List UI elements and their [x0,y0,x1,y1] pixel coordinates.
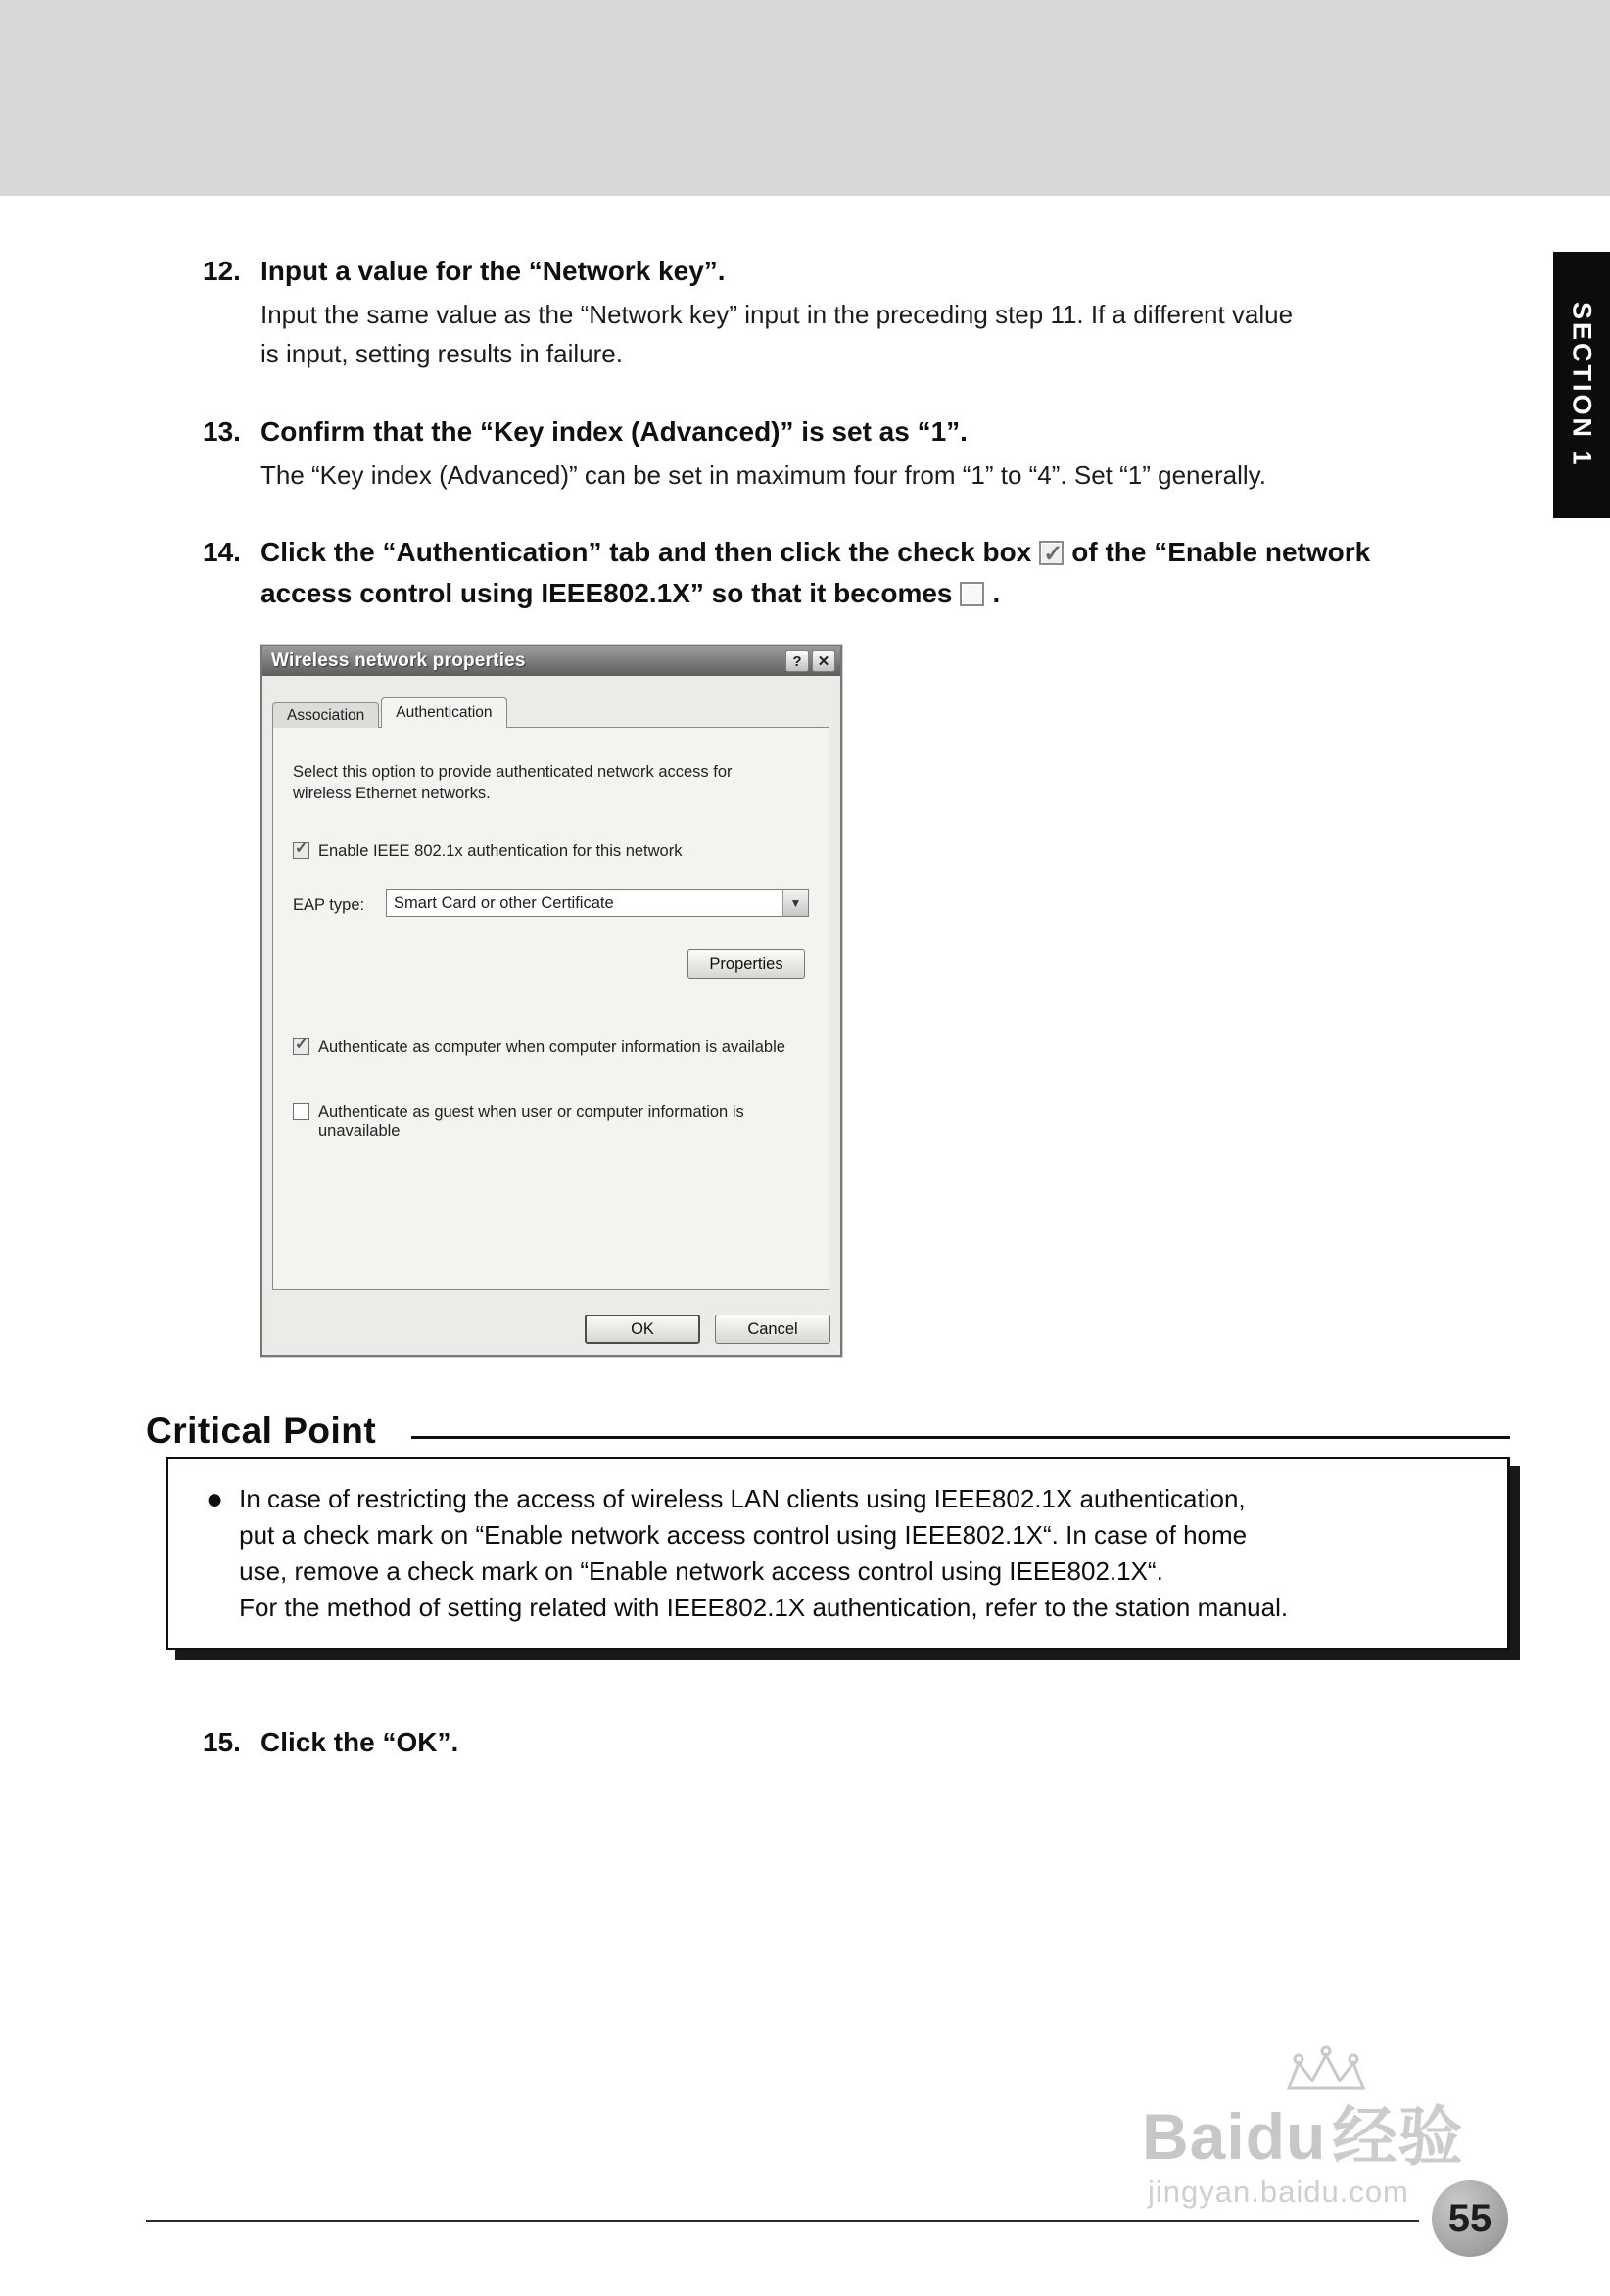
dropdown-arrow-icon[interactable]: ▼ [782,890,808,916]
bullet-icon: ● [206,1483,224,1515]
page-number-badge [1432,2180,1508,2257]
step-12-body: Input the same value as the “Network key” input in the preceding step 11. If a different value is input, setting results in failure. [260,300,1294,368]
step-13-heading [203,411,968,453]
tab-authentication[interactable]: Authentication [381,697,506,728]
critical-point-heading: Critical Point [146,1411,377,1451]
auth-as-guest-label: Authenticate as guest when user or computer information is unavailable [318,1103,744,1140]
step-14-text-2: of the “Enable network [1071,537,1371,567]
step-13-body: The “Key index (Advanced)” can be set in maximum four from “1” to “4”. Set “1” generally. [260,460,1266,490]
step-14-text-4: . [992,578,1001,608]
auth-as-computer-label: Authenticate as computer when computer information is available [318,1038,785,1056]
wireless-network-properties-dialog [260,645,842,1357]
tab-association[interactable]: Association [272,702,379,728]
step-12-title: Input a value for the “Network key”. [260,256,726,286]
enable-8021x-checkbox[interactable] [293,842,309,859]
help-button[interactable]: ? [785,650,809,672]
step-12-heading [203,251,726,292]
enable-8021x-checkbox-row[interactable] [293,841,682,861]
checked-checkbox-icon [1039,541,1064,565]
panel-description: Select this option to provide authenticated network access for wireless Ethernet networks. [293,763,733,802]
step-14-heading [203,532,1370,614]
critical-point-rule [411,1436,1510,1439]
step-12-number: 12. [203,256,241,286]
watermark-brand-cn: 经验 [1332,2100,1464,2173]
step-13-title: Confirm that the “Key index (Advanced)” is set as “1”. [260,416,968,447]
step-14-title [260,532,1370,614]
watermark-brand-latin: Baidu [1142,2100,1327,2173]
auth-as-guest-checkbox-row[interactable] [293,1102,744,1141]
dialog-title-bar [262,646,840,676]
step-15-heading [203,1722,458,1763]
auth-as-computer-checkbox[interactable] [293,1038,309,1055]
step-13-number: 13. [203,416,241,447]
ok-button[interactable]: OK [585,1315,700,1344]
watermark-brand [1142,2084,1463,2177]
auth-as-computer-checkbox-row[interactable] [293,1037,785,1057]
step-14-number: 14. [203,537,241,567]
section-tab-label: SECTION 1 [1567,302,1597,468]
step-15-number: 15. [203,1727,241,1757]
section-tab [1553,252,1610,518]
unchecked-checkbox-icon [960,582,984,606]
cancel-button[interactable]: Cancel [715,1315,830,1344]
auth-as-guest-checkbox[interactable] [293,1103,309,1120]
watermark-url: jingyan.baidu.com [1148,2175,1409,2209]
close-button[interactable]: ✕ [812,650,835,672]
step-15-title: Click the “OK”. [260,1727,459,1757]
page-number: 55 [1447,2196,1492,2240]
footer-rule [146,2220,1419,2222]
dialog-title: Wireless network properties [271,650,526,671]
eap-type-label: EAP type: [293,896,365,914]
authentication-tab-panel [272,727,829,1290]
step-14-text-1: Click the “Authentication” tab and then click the check box [260,537,1032,567]
eap-type-value: Smart Card or other Certificate [394,894,614,912]
top-gray-band [0,0,1610,196]
enable-8021x-label: Enable IEEE 802.1x authentication for this network [318,842,683,860]
eap-type-dropdown[interactable] [386,889,809,917]
step-14-text-3: access control using IEEE802.1X” so that it becomes [260,578,953,608]
dialog-tabs [272,697,509,728]
critical-point-box [166,1457,1510,1650]
critical-point-text: In case of restricting the access of wireless LAN clients using IEEE802.1X authentication, put a check mark on “Enable network access control using IEEE802.1X“. In case of home use, remove a check mark on “Enable network access control using IEEE802.1X“. For the method of setting related with IEEE802.1X authentication, refer to the station manual. [239,1484,1289,1622]
properties-button[interactable]: Properties [687,949,805,979]
